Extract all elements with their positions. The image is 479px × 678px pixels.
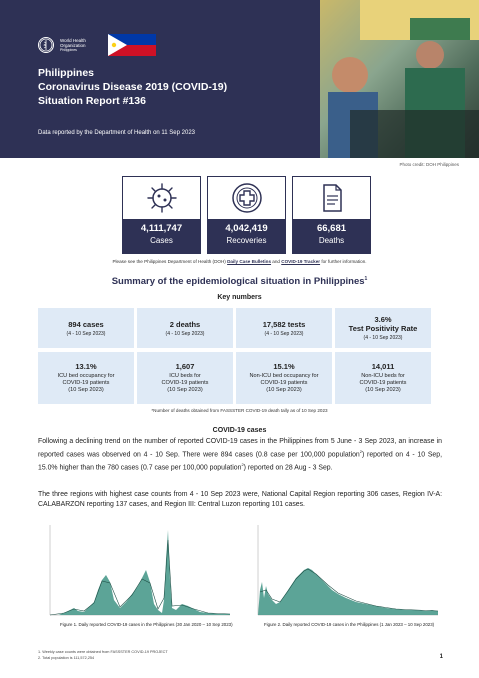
doh-reference-note: Please see the Philippines Department of Health (DOH) Daily Case Bulletins and COVID-19 Tracker for further information.: [112, 259, 367, 264]
photo-credit: Photo credit: DOH Philippines: [399, 162, 459, 167]
key-number-deaths: 2 deaths (4 - 10 Sep 2023): [137, 308, 233, 348]
who-org-name: World Health Organization Philippines: [60, 37, 86, 52]
vaccination-photo: [320, 0, 479, 158]
kpi-cases-label: Cases: [150, 236, 173, 245]
kpi-deaths-label: Deaths: [318, 236, 345, 245]
key-numbers-title: Key numbers: [217, 294, 262, 301]
kpi-row: [122, 176, 371, 254]
report-title: Philippines Coronavirus Disease 2019 (COVID-19) Situation Report #136: [38, 67, 228, 107]
covid-cases-section-title: COVID-19 cases: [212, 427, 267, 434]
footnote-2: 2. Total population is 111,572,254: [38, 656, 95, 660]
kpi-deaths-value: 66,681: [316, 223, 347, 234]
kpi-cases-value: 4,111,747: [140, 223, 183, 234]
figure-2-caption: Figure 2. Daily reported COVID-19 cases in the Philippines (1 Jan 2023 – 10 Sep 2023): [264, 622, 435, 627]
cases-trend-paragraph: Following a declining trend on the number of reported COVID-19 cases in the Philippines from 5 June - 3 Sep 2023, an increase in reported cases was observed on 4 - 10 Sep. There were 894 cases (0.8 case per 100,000 population$^2$) reported on 4 - 10 Sep, 15.0% higher than the 780 cases (0.7 case per 100,000 population$^2$) reported on 28 Aug - 3 Sep.: [38, 438, 442, 472]
philippines-flag-icon: [108, 34, 156, 56]
key-number-non-icu-beds: 14,011 Non-ICU beds for COVID-19 patients (10 Sep 2023): [335, 352, 431, 404]
medical-cross-icon: [230, 181, 264, 215]
document-icon: [315, 181, 349, 215]
figure-1-caption: Figure 1. Daily reported COVID-19 cases in the Philippines (30 Jan 2020 – 10 Sep 2023): [60, 622, 233, 627]
kpi-recoveries-label: Recoveries: [226, 236, 267, 245]
footnote-1: 1. Weekly case counts were obtained from FASSSTER COVID-19 PROJECT: [38, 650, 168, 654]
virus-icon: [145, 181, 179, 215]
figure-2-chart: [246, 520, 442, 630]
summary-title: Summary of the epidemiological situation in Philippines$^1$: [111, 276, 368, 288]
daily-case-bulletins-link[interactable]: Daily Case Bulletins: [227, 259, 272, 264]
covid-tracker-link[interactable]: COVID-19 Tracker: [281, 259, 321, 264]
logo-row: [38, 34, 156, 56]
key-number-icu-beds: 1,607 ICU beds for COVID-19 patients (10 Sep 2023): [137, 352, 233, 404]
kpi-cases: [122, 176, 201, 254]
kpi-recoveries: [207, 176, 286, 254]
key-numbers-row-2: [38, 352, 431, 404]
deaths-footnote: *Number of deaths obtained from FASSSTER COVID-19 death tally as of 10 Sep 2023: [151, 408, 328, 413]
reported-date: Data reported by the Department of Health on 11 Sep 2023: [38, 130, 195, 136]
key-number-cases: 894 cases (4 - 10 Sep 2023): [38, 308, 134, 348]
kpi-deaths: [292, 176, 371, 254]
page-number: 1: [439, 654, 443, 660]
figure-1-chart: [38, 520, 234, 630]
kpi-recoveries-value: 4,042,419: [225, 223, 268, 234]
regions-paragraph: The three regions with highest case counts from 4 - 10 Sep 2023 were, National Capital Region reporting 306 cases, Region IV-A: CALABARZON reporting 137 cases, and Region III: Central Luzon reporting 101 cases.: [38, 491, 442, 508]
who-emblem-icon: [38, 37, 54, 53]
key-number-non-icu-occupancy: 15.1% Non-ICU bed occupancy for COVID-19 patients (10 Sep 2023): [236, 352, 332, 404]
key-number-positivity-rate: 3.6% Test Positivity Rate (4 - 10 Sep 2023): [335, 308, 431, 348]
key-number-icu-occupancy: 13.1% ICU bed occupancy for COVID-19 patients (10 Sep 2023): [38, 352, 134, 404]
key-number-tests: 17,582 tests (4 - 10 Sep 2023): [236, 308, 332, 348]
key-numbers-row-1: [38, 308, 431, 348]
